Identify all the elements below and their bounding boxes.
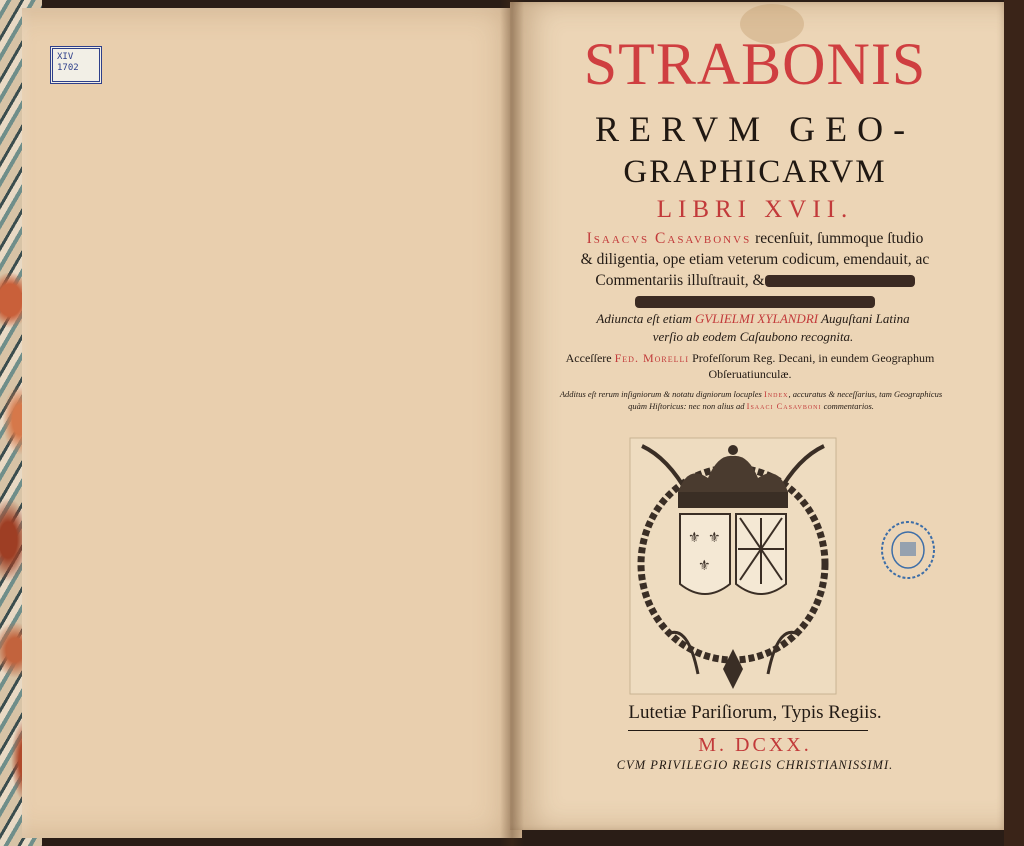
censored-text bbox=[765, 275, 915, 287]
royal-privilege: CVM PRIVILEGIO REGIS CHRISTIANISSIMI. bbox=[616, 758, 894, 772]
title-main: STRABONIS bbox=[583, 31, 927, 97]
title-line-4: LIBRI XVII. bbox=[656, 196, 854, 223]
label-line-2: 1702 bbox=[57, 63, 79, 73]
adiuncta-pre: Adiuncta eſt etiam bbox=[596, 311, 695, 326]
imprint-rule bbox=[628, 730, 868, 731]
additus-pre: Additus eſt rerum inſigniorum & notatu digniorum locuples bbox=[559, 389, 764, 399]
label-line-1: XIV bbox=[57, 52, 74, 62]
svg-text:⚜: ⚜ bbox=[708, 530, 721, 546]
censored-line bbox=[635, 296, 875, 308]
additus-index: Index bbox=[763, 389, 789, 399]
accessere-line-2: Obſeruatiunculæ. bbox=[708, 367, 792, 381]
svg-text:⚜: ⚜ bbox=[688, 530, 701, 546]
editor-text-1: recenſuit, ſummoque ſtudio bbox=[751, 230, 924, 247]
royal-coat-of-arms-icon bbox=[628, 434, 838, 698]
adiuncta-name: GVLIELMI XYLANDRI bbox=[694, 311, 819, 326]
library-stamp-icon bbox=[880, 520, 936, 580]
editor-text-3: Commentariis illuſtrauit, & bbox=[595, 272, 765, 289]
title-line-2: RERVM GEO- bbox=[594, 109, 916, 149]
publication-year: M. DCXX. bbox=[698, 734, 812, 756]
additus-post: commentarios. bbox=[821, 401, 874, 411]
additus-mid: , accuratus & neceſſarius, tam Geographicus bbox=[788, 389, 943, 399]
imprint: Lutetiæ Pariſiorum, Typis Regiis. bbox=[628, 702, 882, 723]
adiuncta-post: Auguſtani Latina bbox=[818, 311, 910, 326]
accessere-pre: Acceſſere bbox=[565, 351, 615, 365]
editor-text-2: & diligentia, ope etiam veterum codicum, emendauit, ac bbox=[580, 251, 930, 268]
adiuncta-line-2: verſio ab eodem Caſaubono recognita. bbox=[652, 329, 854, 344]
additus-note bbox=[526, 388, 976, 412]
accessere-post: Profeſſorum Reg. Decani, in eundem Geographum bbox=[689, 351, 935, 365]
library-shelf-label bbox=[50, 46, 102, 84]
svg-text:⚜: ⚜ bbox=[698, 558, 711, 574]
book-edge bbox=[1004, 0, 1024, 846]
additus-line-2-pre: quàm Hiſtoricus: nec non alius ad bbox=[628, 401, 747, 411]
accessere-note bbox=[530, 350, 970, 382]
editor-name: Isaacvs Casavbonvs bbox=[586, 230, 752, 247]
accessere-name: Fed. Morelli bbox=[614, 351, 690, 365]
title-line-3: GRAPHICARVM bbox=[623, 154, 887, 190]
left-blank-page bbox=[22, 8, 522, 838]
adiuncta-note bbox=[528, 310, 978, 346]
additus-name: Isaaci Casavboni bbox=[746, 401, 822, 411]
editor-paragraph bbox=[540, 228, 970, 312]
